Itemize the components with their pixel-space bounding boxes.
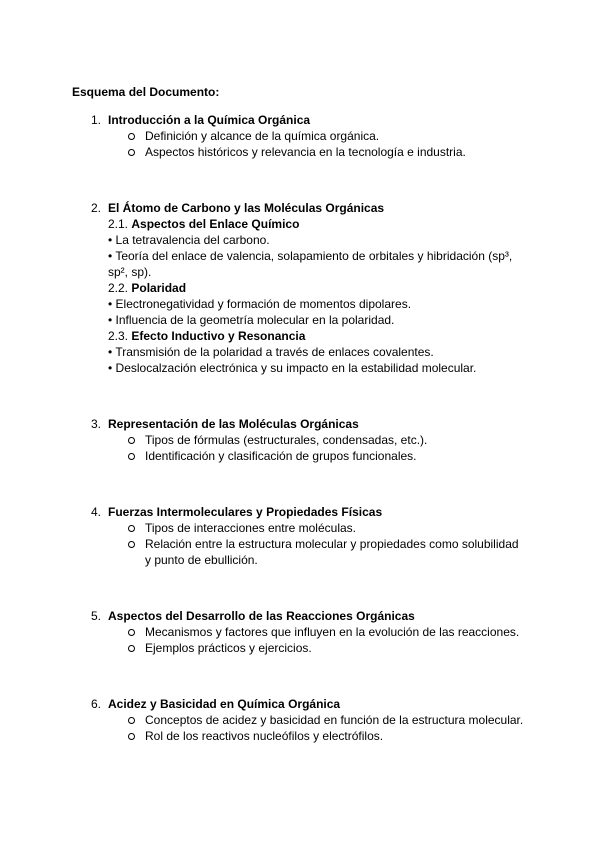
circle-bullet-icon [128,525,135,532]
section-3-item-2: Identificación y clasificación de grupos funcionales. [145,449,417,463]
subsection-2-1-title: Aspectos del Enlace Químico [131,217,300,231]
section-4-item-1: Tipos de interacciones entre moléculas. [145,521,356,535]
subsection-2-3-number: 2.3. [108,329,129,343]
section-3-title: Representación de las Moléculas Orgánicas [108,417,359,431]
bullet-2-2-2: • Influencia de la geometría molecular en la polaridad. [108,313,395,327]
section-3-item-1: Tipos de fórmulas (estructurales, condensadas, etc.). [145,433,428,447]
subsection-2-3-title: Efecto Inductivo y Resonancia [131,329,306,343]
circle-bullet-icon [128,717,135,724]
circle-bullet-icon [128,437,135,444]
document-heading: Esquema del Documento: [72,85,220,99]
bullet-2-1-2: • Teoría del enlace de valencia, solapamiento de orbitales y hibridación (sp³, [108,249,513,263]
subsection-2-3 [108,328,305,344]
section-5-number: 5. [91,609,102,623]
section-6-title: Acidez y Basicidad en Química Orgánica [108,697,341,711]
circle-bullet-icon [128,453,135,460]
circle-bullet-icon [128,645,135,652]
section-3-number: 3. [91,417,102,431]
circle-bullet-icon [128,541,135,548]
subsection-2-1-number: 2.1. [108,217,129,231]
subsection-2-1 [108,216,299,232]
bullet-2-3-2: • Deslocalzación electrónica y su impacto en la estabilidad molecular. [108,361,477,375]
section-5-item-1: Mecanismos y factores que influyen en la evolución de las reacciones. [145,625,520,639]
subsection-2-2-number: 2.2. [108,281,129,295]
circle-bullet-icon [128,733,135,740]
section-1-title: Introducción a la Química Orgánica [108,113,311,127]
section-4-item-2-cont: y punto de ebullición. [145,553,258,567]
section-6-item-1: Conceptos de acidez y basicidad en función de la estructura molecular. [145,713,524,727]
bullet-2-3-1: • Transmisión de la polaridad a través de enlaces covalentes. [108,345,434,359]
section-1-number: 1. [91,113,102,127]
section-6-item-2: Rol de los reactivos nucleófilos y electrófilos. [145,729,384,743]
subsection-2-2 [108,280,186,296]
circle-bullet-icon [128,629,135,636]
section-2-title: El Átomo de Carbono y las Moléculas Orgánicas [108,201,385,215]
section-4-number: 4. [91,505,102,519]
bullet-2-1-1: • La tetravalencia del carbono. [108,233,270,247]
bullet-2-2-1: • Electronegatividad y formación de momentos dipolares. [108,297,412,311]
subsection-2-2-title: Polaridad [131,281,187,295]
circle-bullet-icon [128,133,135,140]
section-1-item-1: Definición y alcance de la química orgánica. [145,129,380,143]
section-5-title: Aspectos del Desarrollo de las Reacciones Orgánicas [108,609,415,623]
bullet-2-1-2-cont: sp², sp). [108,265,152,279]
circle-bullet-icon [128,149,135,156]
section-4-item-2: Relación entre la estructura molecular y propiedades como solubilidad [145,537,519,551]
section-5-item-2: Ejemplos prácticos y ejercicios. [145,641,312,655]
section-2-number: 2. [91,201,102,215]
section-1-item-2: Aspectos históricos y relevancia en la tecnología e industria. [145,145,466,159]
section-6-number: 6. [91,697,102,711]
section-4-title: Fuerzas Intermoleculares y Propiedades Físicas [108,505,383,519]
